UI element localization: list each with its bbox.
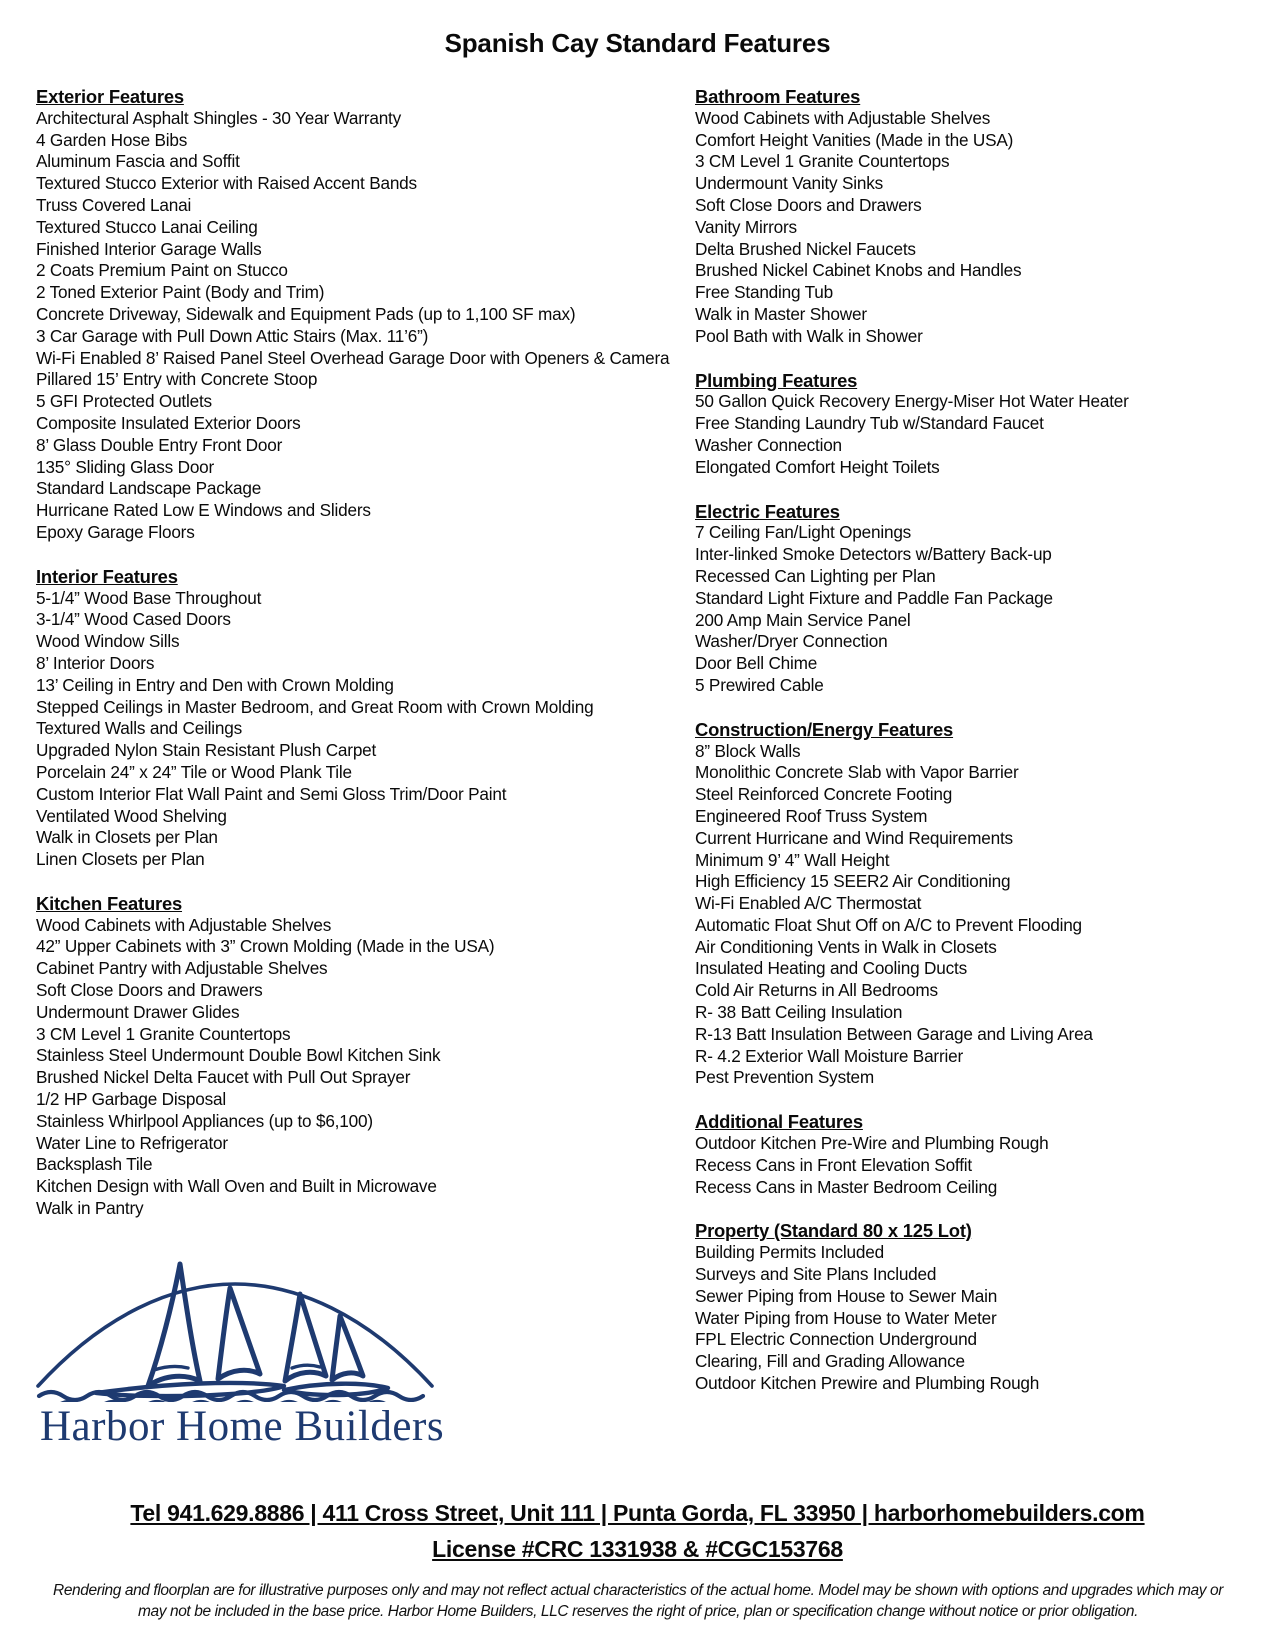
feature-item: Textured Stucco Exterior with Raised Accent Bands xyxy=(36,173,417,194)
left-column xyxy=(36,86,684,1242)
feature-item: R-13 Batt Insulation Between Garage and Living Area xyxy=(695,1023,1093,1044)
feature-item: Current Hurricane and Wind Requirements xyxy=(695,827,1013,848)
feature-item: Steel Reinforced Concrete Footing xyxy=(695,784,953,805)
feature-item: Textured Walls and Ceilings xyxy=(36,718,243,739)
feature-item: Finished Interior Garage Walls xyxy=(36,238,262,259)
section-property-standard-80-x-125-lot xyxy=(695,1220,1260,1394)
feature-item: Free Standing Tub xyxy=(695,282,834,303)
feature-item: FPL Electric Connection Underground xyxy=(695,1329,977,1350)
feature-item: Epoxy Garage Floors xyxy=(36,521,195,542)
feature-item: Wi-Fi Enabled 8’ Raised Panel Steel Overhead Garage Door with Openers & Camera xyxy=(36,347,670,368)
section-heading: Exterior Features xyxy=(36,86,184,107)
feature-item: Concrete Driveway, Sidewalk and Equipment Pads (up to 1,100 SF max) xyxy=(36,303,576,324)
feature-item: R- 4.2 Exterior Wall Moisture Barrier xyxy=(695,1045,963,1066)
feature-item: 3 CM Level 1 Granite Countertops xyxy=(36,1023,291,1044)
feature-item: Building Permits Included xyxy=(695,1242,884,1263)
section-heading: Property (Standard 80 x 125 Lot) xyxy=(695,1220,972,1242)
feature-item: Soft Close Doors and Drawers xyxy=(36,980,263,1001)
feature-item: Cabinet Pantry with Adjustable Shelves xyxy=(36,958,328,979)
feature-item: Free Standing Laundry Tub w/Standard Faucet xyxy=(695,413,1044,434)
feature-item: 4 Garden Hose Bibs xyxy=(36,129,188,150)
feature-item: Kitchen Design with Wall Oven and Built in Microwave xyxy=(36,1176,437,1197)
section-exterior-features xyxy=(36,86,684,544)
feature-item: Sewer Piping from House to Sewer Main xyxy=(695,1285,998,1306)
section-electric-features xyxy=(695,501,1260,697)
feature-item: 2 Toned Exterior Paint (Body and Trim) xyxy=(36,282,325,303)
feature-item: 8’ Glass Double Entry Front Door xyxy=(36,434,283,455)
feature-item: Wood Cabinets with Adjustable Shelves xyxy=(36,914,332,935)
feature-item: Porcelain 24” x 24” Tile or Wood Plank Tile xyxy=(36,761,352,782)
feature-item: Water Piping from House to Water Meter xyxy=(695,1307,997,1328)
feature-item: Outdoor Kitchen Pre-Wire and Plumbing Rough xyxy=(695,1133,1049,1154)
feature-item: 50 Gallon Quick Recovery Energy-Miser Hot Water Heater xyxy=(695,391,1129,412)
section-interior-features xyxy=(36,566,684,871)
section-heading: Additional Features xyxy=(695,1111,863,1133)
feature-item: 8” Block Walls xyxy=(695,740,801,761)
feature-item: Wood Cabinets with Adjustable Shelves xyxy=(695,107,991,128)
footer-contact-line: Tel 941.629.8886 | 411 Cross Street, Unit 111 | Punta Gorda, FL 33950 | harborhomebuilders.com xyxy=(130,1500,1145,1526)
feature-item: Hurricane Rated Low E Windows and Sliders xyxy=(36,500,371,521)
sailboat-logo-icon xyxy=(34,1250,436,1402)
feature-item: Surveys and Site Plans Included xyxy=(695,1264,937,1285)
feature-item: 3 Car Garage with Pull Down Attic Stairs (Max. 11’6”) xyxy=(36,325,429,346)
feature-item: Brushed Nickel Delta Faucet with Pull Out Sprayer xyxy=(36,1067,411,1088)
feature-item: Standard Landscape Package xyxy=(36,478,262,499)
section-heading: Bathroom Features xyxy=(695,86,861,107)
feature-item: Undermount Drawer Glides xyxy=(36,1001,240,1022)
feature-item: 5 Prewired Cable xyxy=(695,674,824,695)
feature-item: 135° Sliding Glass Door xyxy=(36,456,215,477)
feature-item: 13’ Ceiling in Entry and Den with Crown Molding xyxy=(36,674,394,695)
feature-item: Recessed Can Lighting per Plan xyxy=(695,565,936,586)
feature-item: 3 CM Level 1 Granite Countertops xyxy=(695,151,950,172)
feature-item: Backsplash Tile xyxy=(36,1154,153,1175)
right-column xyxy=(695,86,1260,1417)
feature-item: Composite Insulated Exterior Doors xyxy=(36,412,301,433)
feature-item: Air Conditioning Vents in Walk in Closets xyxy=(695,936,997,957)
section-heading: Interior Features xyxy=(36,565,178,587)
feature-item: Walk in Master Shower xyxy=(695,303,867,324)
feature-item: Outdoor Kitchen Prewire and Plumbing Rough xyxy=(695,1373,1040,1394)
logo-text: Harbor Home Builders xyxy=(40,1403,445,1450)
feature-item: Stainless Whirlpool Appliances (up to $6,100) xyxy=(36,1110,373,1131)
feature-item: Water Line to Refrigerator xyxy=(36,1132,228,1153)
feature-item: 8’ Interior Doors xyxy=(36,652,155,673)
feature-item: Wood Window Sills xyxy=(36,631,180,652)
section-bathroom-features xyxy=(695,86,1260,348)
feature-item: 3-1/4” Wood Cased Doors xyxy=(36,609,231,630)
feature-item: Stepped Ceilings in Master Bedroom, and Great Room with Crown Molding xyxy=(36,696,594,717)
feature-item: 42” Upper Cabinets with 3” Crown Molding (Made in the USA) xyxy=(36,936,495,957)
feature-item: Standard Light Fixture and Paddle Fan Package xyxy=(695,587,1053,608)
feature-item: Wi-Fi Enabled A/C Thermostat xyxy=(695,893,922,914)
section-plumbing-features xyxy=(695,370,1260,479)
section-additional-features xyxy=(695,1111,1260,1198)
feature-item: Door Bell Chime xyxy=(695,653,818,674)
feature-item: R- 38 Batt Ceiling Insulation xyxy=(695,1002,903,1023)
feature-item: Architectural Asphalt Shingles - 30 Year Warranty xyxy=(36,107,402,128)
feature-item: 1/2 HP Garbage Disposal xyxy=(36,1089,226,1110)
feature-item: 2 Coats Premium Paint on Stucco xyxy=(36,260,288,281)
feature-item: Textured Stucco Lanai Ceiling xyxy=(36,216,258,237)
feature-item: Pool Bath with Walk in Shower xyxy=(695,325,923,346)
feature-item: Stainless Steel Undermount Double Bowl Kitchen Sink xyxy=(36,1045,441,1066)
feature-item: Insulated Heating and Cooling Ducts xyxy=(695,958,967,979)
section-heading: Plumbing Features xyxy=(695,369,858,391)
feature-item: Comfort Height Vanities (Made in the USA) xyxy=(695,129,1014,150)
feature-item: Monolithic Concrete Slab with Vapor Barrier xyxy=(695,762,1019,783)
feature-item: Recess Cans in Master Bedroom Ceiling xyxy=(695,1176,998,1197)
feature-item: High Efficiency 15 SEER2 Air Conditioning xyxy=(695,871,1011,892)
feature-item: Linen Closets per Plan xyxy=(36,849,205,870)
section-heading: Kitchen Features xyxy=(36,892,183,914)
feature-item: 5 GFI Protected Outlets xyxy=(36,391,212,412)
feature-item: Pest Prevention System xyxy=(695,1067,875,1088)
feature-item: Soft Close Doors and Drawers xyxy=(695,194,922,215)
feature-item: Cold Air Returns in All Bedrooms xyxy=(695,980,938,1001)
feature-item: Undermount Vanity Sinks xyxy=(695,173,884,194)
feature-item: Clearing, Fill and Grading Allowance xyxy=(695,1351,965,1372)
feature-item: Inter-linked Smoke Detectors w/Battery Back-up xyxy=(695,544,1052,565)
feature-item: Brushed Nickel Cabinet Knobs and Handles xyxy=(695,260,1022,281)
section-heading: Electric Features xyxy=(695,500,840,522)
feature-item: Walk in Closets per Plan xyxy=(36,827,218,848)
footer-disclaimer: Rendering and floorplan are for illustrative purposes only and may not reflect actual characteristics of the actual home. Model may be shown with options and upgrades which may or may not be included in the base price. Harbor Home Builders, LLC reserves the right of price, plan or specification change without notice or prior obligation. xyxy=(53,1582,1223,1620)
feature-item: 7 Ceiling Fan/Light Openings xyxy=(695,522,912,543)
feature-item: Walk in Pantry xyxy=(36,1198,144,1219)
section-kitchen-features xyxy=(36,893,684,1220)
feature-item: 200 Amp Main Service Panel xyxy=(695,609,911,630)
footer-license-line: License #CRC 1331938 & #CGC153768 xyxy=(432,1536,843,1562)
feature-item: Automatic Float Shut Off on A/C to Prevent Flooding xyxy=(695,914,1082,935)
feature-item: Minimum 9’ 4” Wall Height xyxy=(695,849,890,870)
feature-item: Ventilated Wood Shelving xyxy=(36,805,227,826)
feature-item: Truss Covered Lanai xyxy=(36,194,192,215)
section-heading: Construction/Energy Features xyxy=(695,718,954,740)
feature-item: Washer Connection xyxy=(695,434,842,455)
company-logo xyxy=(34,1250,445,1450)
feature-item: Recess Cans in Front Elevation Soffit xyxy=(695,1154,972,1175)
feature-item: Pillared 15’ Entry with Concrete Stoop xyxy=(36,369,318,390)
feature-item: Elongated Comfort Height Toilets xyxy=(695,456,940,477)
feature-item: Washer/Dryer Connection xyxy=(695,631,888,652)
feature-item: Delta Brushed Nickel Faucets xyxy=(695,238,916,259)
feature-item: Aluminum Fascia and Soffit xyxy=(36,151,240,172)
feature-item: Vanity Mirrors xyxy=(695,216,797,237)
feature-item: Engineered Roof Truss System xyxy=(695,805,928,826)
section-construction-energy-features xyxy=(695,719,1260,1090)
page-title: Spanish Cay Standard Features xyxy=(444,28,831,58)
feature-item: Custom Interior Flat Wall Paint and Semi Gloss Trim/Door Paint xyxy=(36,783,507,804)
feature-item: Upgraded Nylon Stain Resistant Plush Carpet xyxy=(36,740,377,761)
feature-item: 5-1/4” Wood Base Throughout xyxy=(36,587,262,608)
